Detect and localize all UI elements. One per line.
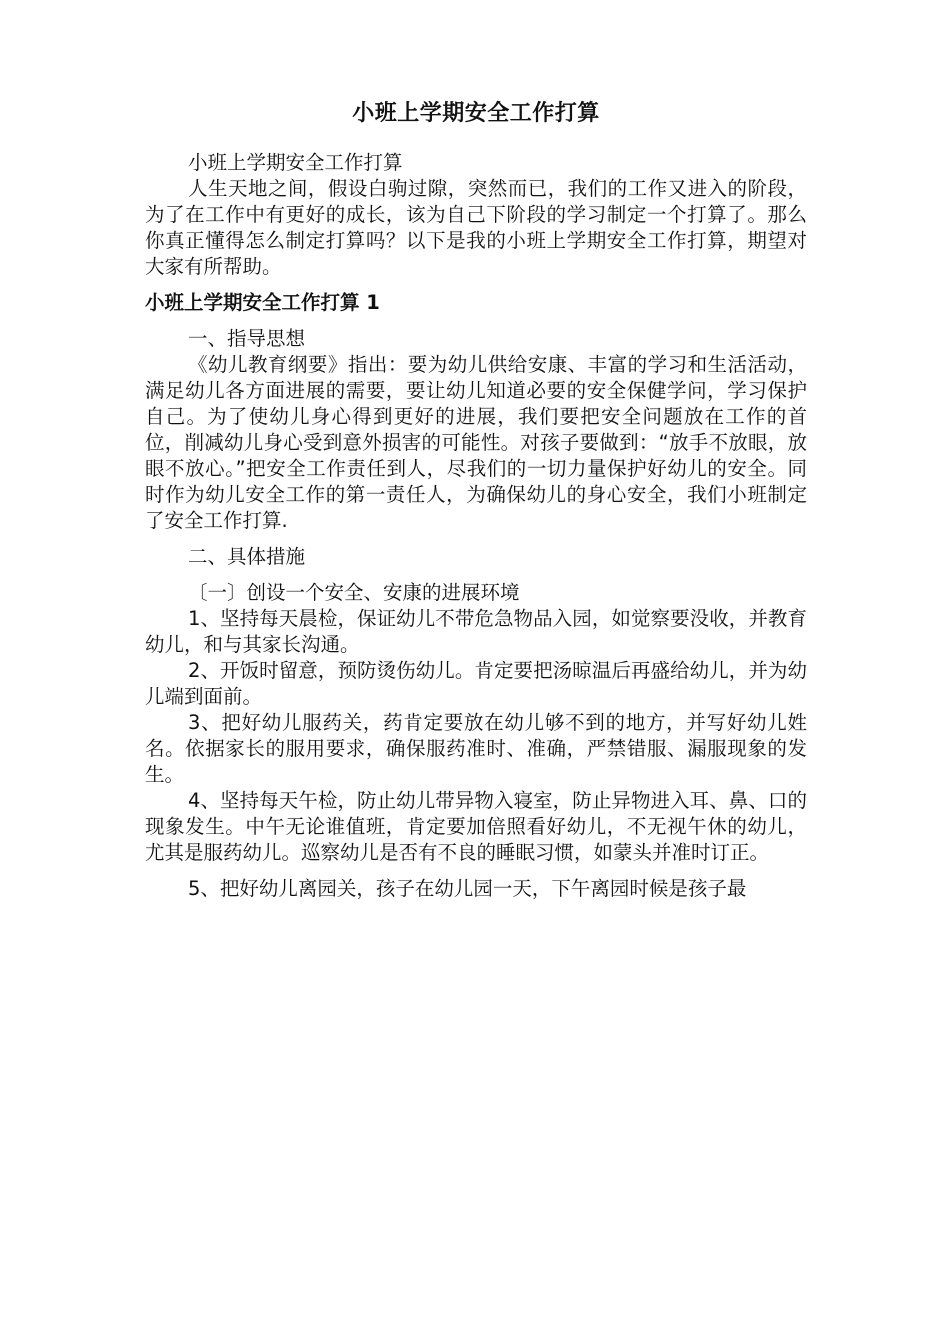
list-item: 4、坚持每天午检，防止幼儿带异物入寝室，防止异物进入耳、鼻、口的现象发生。中午无论谁值班，肯定要加倍照看好幼儿，不无视午休的幼儿，尤其是服药幼儿。巡察幼儿是否有不良的睡眠习惯，如蒙头并准时订正。 (145, 789, 807, 864)
intro-paragraph: 人生天地之间，假设白驹过隙，突然而已，我们的工作又进入的阶段，为了在工作中有更好的成长，该为自己下阶段的学习制定一个打算了。那么你真正懂得怎么制定打算吗？以下是我的小班上学期安全工作打算，期望对大家有所帮助。 (145, 177, 807, 278)
list-item: 5、把好幼儿离园关，孩子在幼儿园一天，下午离园时候是孩子最 (188, 877, 747, 900)
section-heading: 小班上学期安全工作打算 1 (145, 291, 380, 314)
list-item: 3、把好幼儿服药关，药肯定要放在幼儿够不到的地方，并写好幼儿姓名。依据家长的服用要求，确保服药准时、准确，严禁错服、漏服现象的发生。 (145, 711, 807, 786)
document-title: 小班上学期安全工作打算 (352, 101, 600, 126)
intro-subtitle: 小班上学期安全工作打算 (188, 151, 403, 174)
list-item: 2、开饭时留意，预防烫伤幼儿。肯定要把汤晾温后再盛给幼儿，并为幼儿端到面前。 (145, 659, 807, 708)
list-item: 1、坚持每天晨检，保证幼儿不带危急物品入园，如觉察要没收，并教育幼儿，和与其家长沟通。 (145, 607, 807, 656)
part2-heading: 二、具体措施 (188, 545, 306, 568)
part1-heading: 一、指导思想 (188, 327, 306, 350)
part1-text: 《幼儿教育纲要》指出：要为幼儿供给安康、丰富的学习和生活活动，满足幼儿各方面进展的需要，要让幼儿知道必要的安全保健学问，学习保护自己。为了使幼儿身心得到更好的进展，我们要把安全问题放在工作的首位，削减幼儿身心受到意外损害的可能性。对孩子要做到：“放手不放眼，放眼不放心。”把安全工作责任到人，尽我们的一切力量保护好幼儿的安全。同时作为幼儿安全工作的第一责任人，为确保幼儿的身心安全，我们小班制定了安全工作打算. (145, 353, 807, 532)
sub1-heading: 〔一〕创设一个安全、安康的进展环境 (188, 581, 520, 604)
document-page (145, 96, 807, 902)
